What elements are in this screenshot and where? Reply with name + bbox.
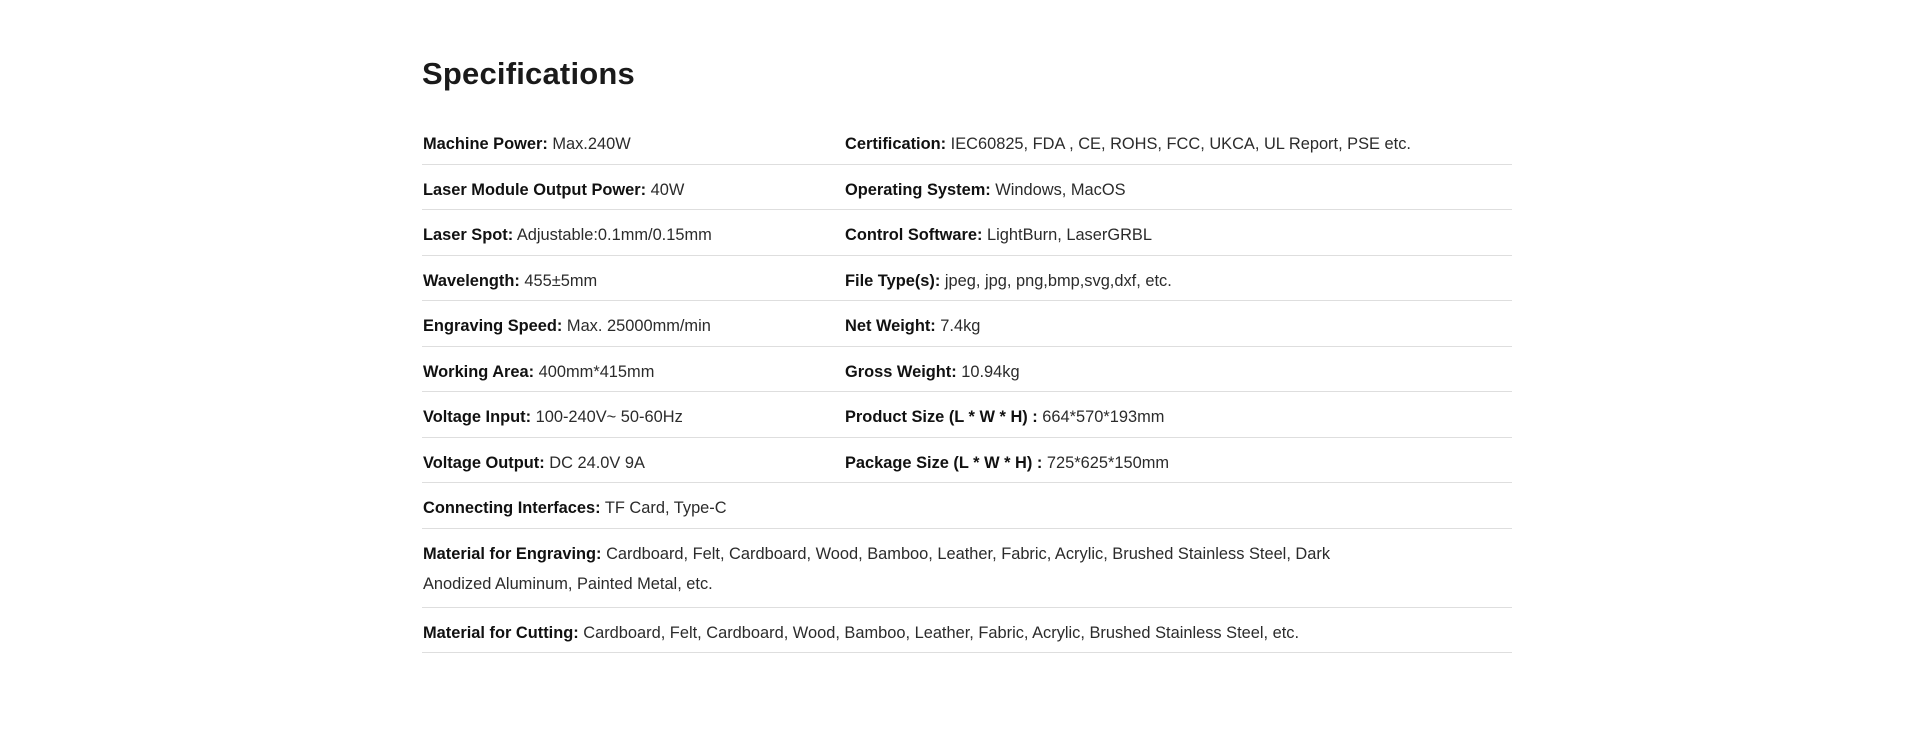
spec-label: Operating System: [845, 180, 991, 199]
spec-row [422, 119, 1512, 165]
spec-control-software [845, 220, 1512, 250]
spec-value: Max. 25000mm/min [562, 317, 711, 335]
spec-label: Working Area: [423, 362, 535, 381]
spec-value: LightBurn, LaserGRBL [982, 226, 1152, 244]
spec-laser-output-power [423, 175, 845, 205]
spec-value: 10.94kg [956, 362, 1020, 381]
spec-product-size [845, 402, 1512, 432]
spec-label: Product Size (L * W * H) : [845, 408, 1038, 426]
spec-label: Laser Spot: [423, 226, 514, 244]
spec-voltage-output [423, 448, 845, 478]
spec-engraving-speed [423, 311, 845, 341]
spec-working-area [423, 357, 845, 387]
spec-value: DC 24.0V 9A [544, 453, 645, 472]
spec-material-cutting [423, 618, 1358, 648]
spec-value: Max.240W [547, 135, 631, 153]
spec-label: Material for Cutting: [423, 623, 579, 642]
spec-value: jpeg, jpg, png,bmp,svg,dxf, etc. [940, 271, 1172, 290]
spec-operating-system [845, 175, 1512, 205]
spec-value: Cardboard, Felt, Cardboard, Wood, Bamboo, Leather, Fabric, Acrylic, Brushed Stainless Steel, Dark Anodized Aluminum, Painted Metal, etc. [423, 544, 1331, 593]
spec-label: File Type(s): [845, 271, 941, 290]
spec-value: 100-240V~ 50-60Hz [531, 408, 683, 426]
spec-row [422, 301, 1512, 347]
spec-connecting-interfaces [423, 493, 1358, 523]
spec-row [422, 529, 1512, 608]
spec-row [422, 483, 1512, 529]
spec-row [422, 347, 1512, 393]
spec-value: 400mm*415mm [534, 362, 655, 381]
spec-value: 40W [646, 180, 685, 199]
spec-label: Voltage Output: [423, 453, 545, 472]
spec-value: Windows, MacOS [990, 180, 1126, 199]
spec-label: Voltage Input: [423, 408, 532, 426]
spec-value: 455±5mm [519, 271, 598, 290]
spec-gross-weight [845, 357, 1512, 387]
spec-label: Laser Module Output Power: [423, 180, 647, 199]
spec-label: Net Weight: [845, 317, 936, 335]
spec-row [422, 165, 1512, 211]
spec-label: Machine Power: [423, 135, 548, 153]
spec-value: 725*625*150mm [1042, 453, 1170, 472]
spec-row [422, 438, 1512, 484]
spec-label: Material for Engraving: [423, 544, 602, 563]
spec-value: IEC60825, FDA , CE, ROHS, FCC, UKCA, UL Report, PSE etc. [946, 135, 1411, 153]
spec-material-engraving [423, 539, 1358, 599]
spec-laser-spot [423, 220, 845, 250]
spec-row [422, 608, 1512, 654]
spec-value: TF Card, Type-C [600, 499, 727, 517]
spec-row [422, 210, 1512, 256]
spec-label: Control Software: [845, 226, 983, 244]
spec-value: 664*570*193mm [1037, 408, 1165, 426]
spec-label: Package Size (L * W * H) : [845, 453, 1043, 472]
spec-label: Wavelength: [423, 271, 520, 290]
spec-file-types [845, 266, 1512, 296]
spec-value: Cardboard, Felt, Cardboard, Wood, Bamboo, Leather, Fabric, Acrylic, Brushed Stainless Steel, etc. [578, 623, 1300, 642]
spec-net-weight [845, 311, 1512, 341]
spec-value: Adjustable:0.1mm/0.15mm [513, 226, 712, 244]
specs-table [422, 119, 1512, 653]
spec-voltage-input [423, 402, 845, 432]
spec-package-size [845, 448, 1512, 478]
spec-label: Connecting Interfaces: [423, 499, 601, 517]
spec-value: 7.4kg [935, 317, 981, 335]
spec-wavelength [423, 266, 845, 296]
spec-row [422, 256, 1512, 302]
spec-label: Gross Weight: [845, 362, 957, 381]
page-title: Specifications [422, 56, 635, 91]
spec-machine-power [423, 129, 845, 159]
spec-certification [845, 129, 1512, 159]
spec-label: Engraving Speed: [423, 317, 563, 335]
spec-label: Certification: [845, 135, 947, 153]
spec-row [422, 392, 1512, 438]
